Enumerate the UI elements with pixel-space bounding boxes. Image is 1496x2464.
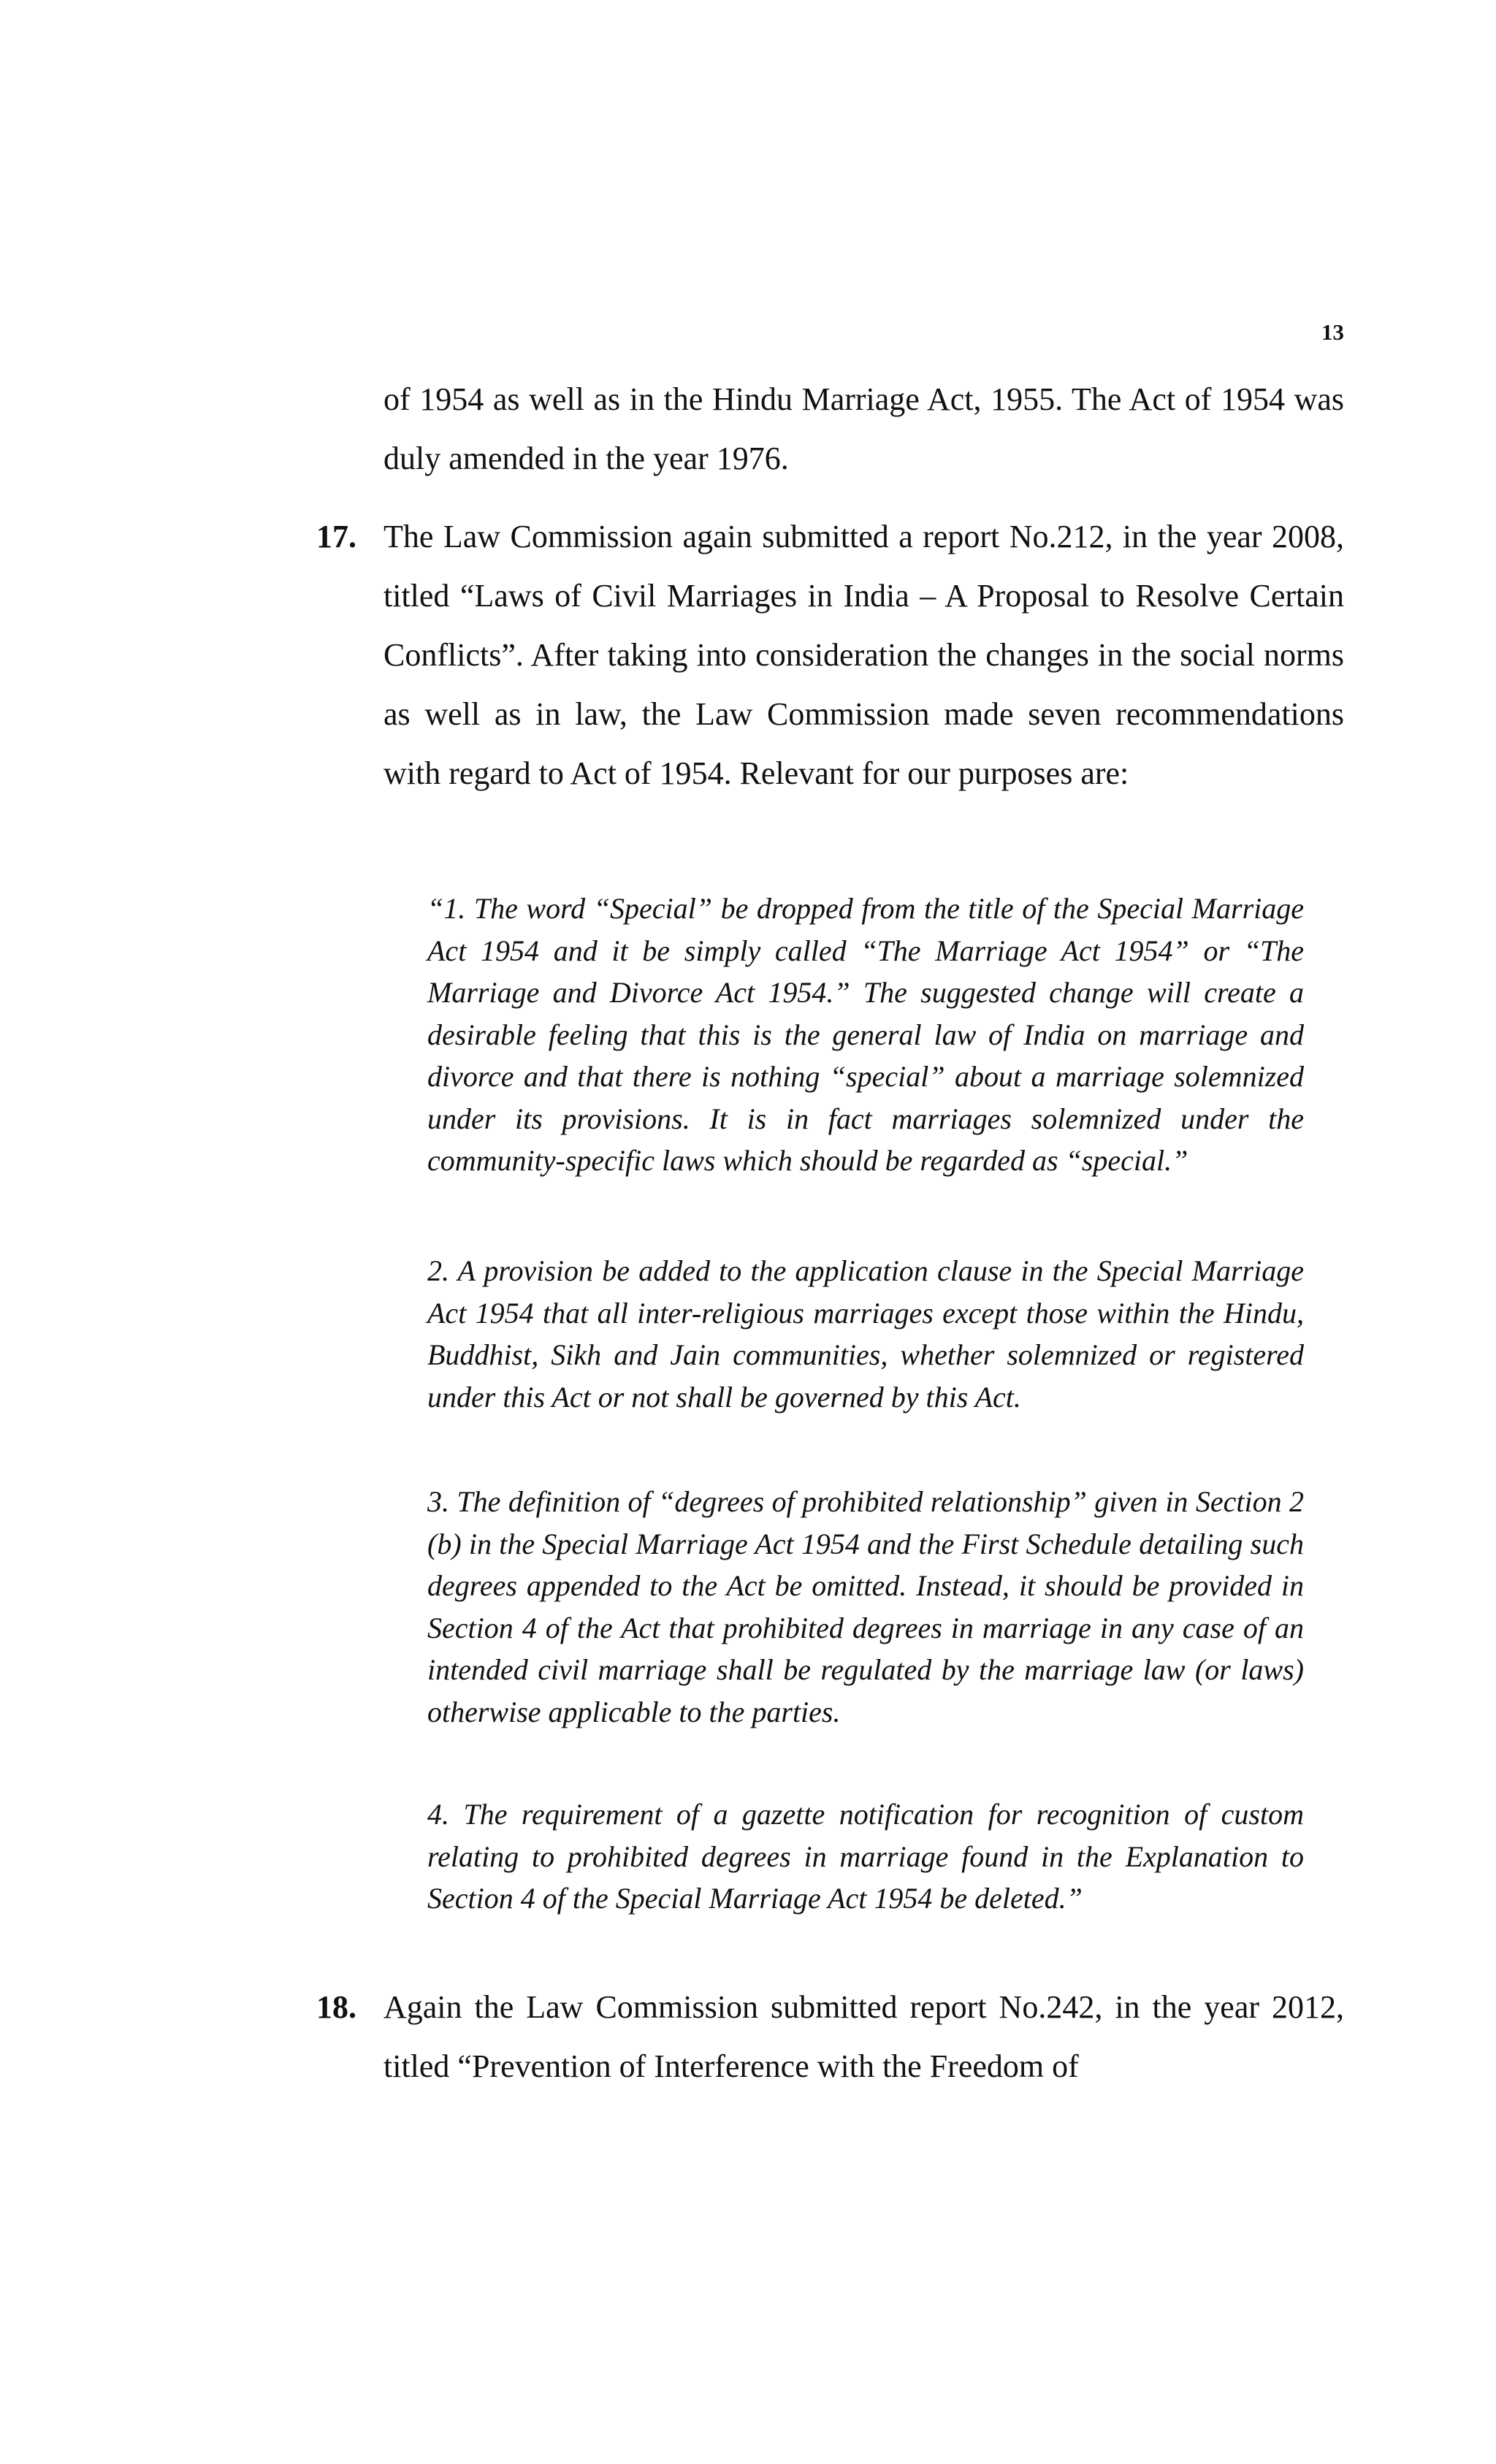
quote-item-2: 2. A provision be added to the application clause in the Special Marriage Act 1954 that all inter-religious marriages except those within the Hindu, Buddhist, Sikh and Jain communities, whether solemnized or registered under this Act or not shall be governed by this Act.: [427, 1254, 1304, 1414]
paragraph-17-text: The Law Commission again submitted a report No.212, in the year 2008, titled “Laws of Civil Marriages in India – A Proposal to Resolve Certain Conflicts”. After taking into consideration the changes in the social norms as well as in law, the Law Commission made seven recommendations with regard to Act of 1954. Relevant for our purposes are:: [383, 519, 1344, 791]
paragraph-18-text: Again the Law Commission submitted report No.242, in the year 2012, titled “Prevention of Interference with the Freedom of: [383, 1989, 1344, 2084]
paragraph-number-17: 17.: [316, 519, 356, 554]
carryover-paragraph: of 1954 as well as in the Hindu Marriage Act, 1955. The Act of 1954 was duly amended in the year 1976.: [383, 381, 1344, 476]
paragraph-number-18: 18.: [316, 1989, 356, 2025]
quote-item-1: “1. The word “Special” be dropped from the title of the Special Marriage Act 1954 and it be simply called “The Marriage Act 1954” or “The Marriage and Divorce Act 1954.” The suggested change will create a desirable feeling that this is the general law of India on marriage and divorce and that there is nothing “special” about a marriage solemnized under its provisions. It is in fact marriages solemnized under the community-specific laws which should be regarded as “special.”: [427, 892, 1304, 1177]
quote-item-4: 4. The requirement of a gazette notification for recognition of custom relating to prohibited degrees in marriage found in the Explanation to Section 4 of the Special Marriage Act 1954 be deleted.”: [427, 1798, 1304, 1915]
page-number: 13: [1321, 319, 1344, 345]
quote-item-3: 3. The definition of “degrees of prohibited relationship” given in Section 2 (b) in the Special Marriage Act 1954 and the First Schedule detailing such degrees appended to the Act be omitted. Instead, it should be provided in Section 4 of the Act that prohibited degrees in marriage in any case of an intended civil marriage shall be regulated by the marriage law (or laws) otherwise applicable to the parties.: [427, 1485, 1304, 1728]
